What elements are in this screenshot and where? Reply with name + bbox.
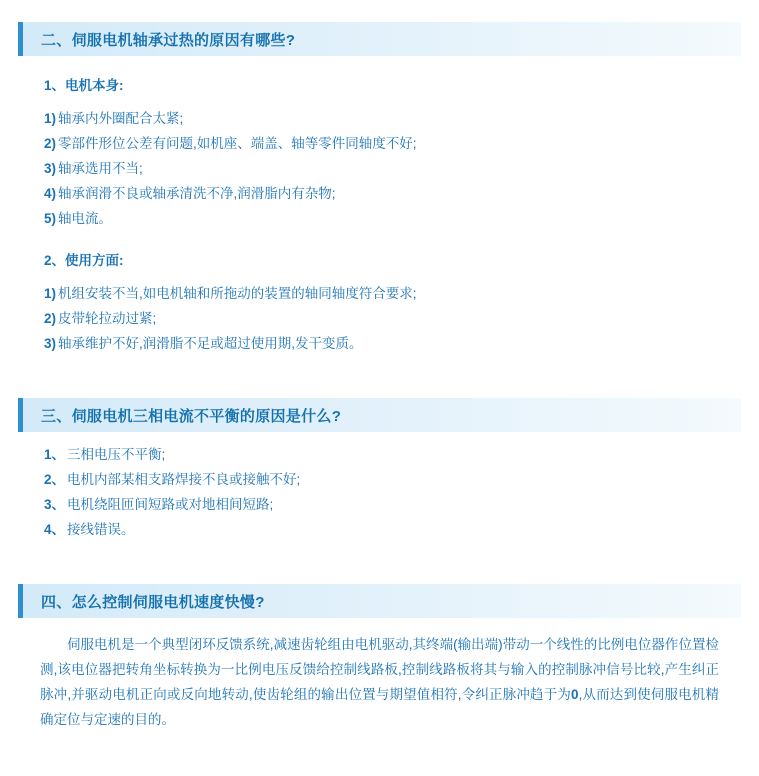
list-item (44, 181, 719, 206)
ordered-list (40, 106, 719, 231)
list-text: 皮带轮拉动过紧; (58, 311, 157, 326)
section-spacer (18, 356, 741, 376)
list-text: 接线错误。 (67, 522, 135, 537)
list-marker: 5) (44, 211, 57, 226)
list-text: 电机内部某相支路焊接不良或接触不好; (67, 472, 301, 487)
list-marker: 4) (44, 186, 57, 201)
list-item (44, 331, 719, 356)
list-item (44, 492, 719, 517)
section-body-2 (18, 74, 741, 356)
subsection-heading: 2、使用方面: (44, 253, 124, 268)
list-marker: 3) (44, 161, 57, 176)
list-marker: 3、 (44, 497, 66, 512)
paragraph-part-1: 伺服电机是一个典型闭环反馈系统,减速齿轮组由电机驱动,其终端(输出端)带动一个线性的比例电位器作位置检测,该电位器把转角坐标转换为一比例电压反馈给控制线路板,控制线路板将其与输入的控制脉冲信号比较,产生纠正脉冲,并驱动电机正向或反向地转动,使齿轮组的输出位置与期望值相符,令纠正脉冲趋于为 (40, 637, 719, 702)
list-marker: 4、 (44, 522, 66, 537)
paragraph-part-2: ,从而达到使伺服电机精确定位与定速的目的。 (40, 687, 719, 727)
list-item (44, 306, 719, 331)
list-marker: 1) (44, 111, 57, 126)
list-text: 三相电压不平衡; (67, 447, 166, 462)
list-item (44, 131, 719, 156)
list-text: 轴电流。 (58, 211, 113, 226)
section-paragraph (40, 632, 719, 732)
subsection-heading: 1、电机本身: (44, 78, 124, 93)
list-text: 轴承选用不当; (58, 161, 143, 176)
document-page (0, 22, 759, 776)
list-text: 轴承维护不好,润滑脂不足或超过使用期,发干变质。 (58, 336, 363, 351)
section-spacer (18, 542, 741, 562)
section-heading-bar-3 (18, 398, 741, 432)
list-text: 轴承润滑不良或轴承清洗不净,润滑脂内有杂物; (58, 186, 336, 201)
list-item (44, 517, 719, 542)
list-text: 零部件形位公差有问题,如机座、端盖、轴等零件同轴度不好; (58, 136, 417, 151)
section-body-3 (18, 432, 741, 542)
list-marker: 2) (44, 311, 57, 326)
list-item (44, 467, 719, 492)
list-marker: 1、 (44, 447, 66, 462)
list-item (44, 106, 719, 131)
section-title: 二、伺服电机轴承过热的原因有哪些? (41, 31, 296, 49)
list-text: 轴承内外圈配合太紧; (58, 111, 184, 126)
list-item (44, 206, 719, 231)
ordered-list (40, 281, 719, 356)
list-marker: 2、 (44, 472, 66, 487)
list-marker: 1) (44, 286, 57, 301)
list-marker: 2) (44, 136, 57, 151)
section-title: 三、伺服电机三相电流不平衡的原因是什么? (41, 407, 342, 425)
ordered-list (40, 442, 719, 542)
paragraph-highlight: 0 (571, 687, 579, 702)
list-marker: 3) (44, 336, 57, 351)
list-top-spacer (40, 432, 719, 442)
list-text: 机组安装不当,如电机轴和所拖动的装置的轴同轴度符合要求; (58, 286, 417, 301)
list-item (44, 442, 719, 467)
section-title: 四、怎么控制伺服电机速度快慢? (41, 593, 265, 611)
section-heading-bar-4 (18, 584, 741, 618)
section-heading-bar-2 (18, 22, 741, 56)
list-item (44, 156, 719, 181)
list-item (44, 281, 719, 306)
list-text: 电机绕阻匝间短路或对地相间短路; (67, 497, 274, 512)
